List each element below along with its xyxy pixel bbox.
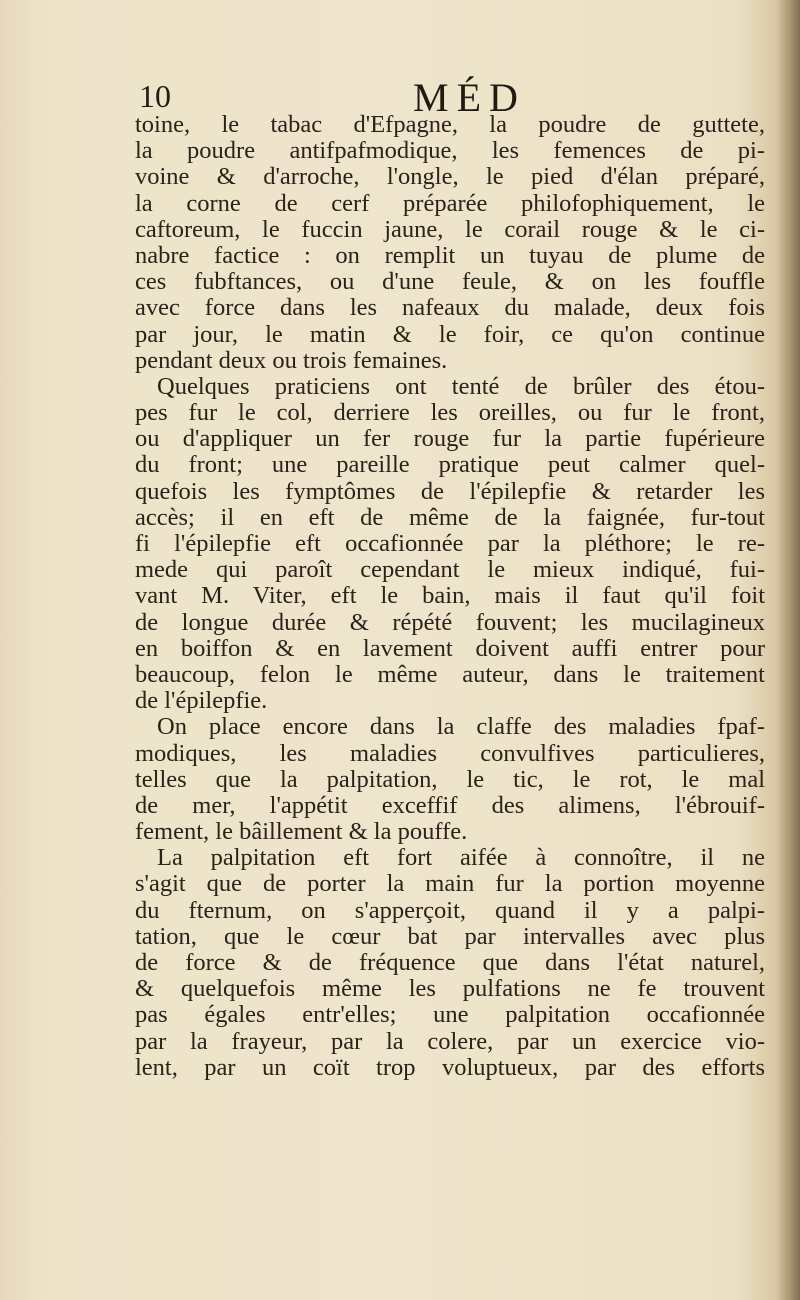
text-line: ou d'appliquer un fer rouge fur la partie fupérieure (135, 425, 765, 453)
text-line: pendant deux ou trois femaines. (135, 346, 448, 374)
text-line: pes fur le col, derriere les oreilles, ou fur le front, (135, 399, 765, 427)
text-line: voine & d'arroche, l'ongle, le pied d'élan préparé, (135, 163, 765, 191)
spine-shadow (776, 0, 800, 1300)
text-line: toine, le tabac d'Efpagne, la poudre de guttete, (135, 111, 765, 138)
text-line: beaucoup, felon le même auteur, dans le traitement (135, 660, 765, 688)
text-line: pas égales entr'elles; une palpitation occafionnée (135, 1001, 765, 1029)
text-line: caftoreum, le fuccin jaune, le corail rouge & le ci- (135, 215, 765, 243)
text-line: vant M. Viter, eft le bain, mais il faut qu'il foit (135, 582, 765, 610)
text-line: telles que la palpitation, le tic, le rot, le mal (135, 765, 765, 793)
text-line: en boiffon & en lavement doivent auffi entrer pour (135, 634, 765, 662)
text-line: accès; il en eft de même de la faignée, fur-tout (135, 503, 765, 531)
text-line: du fternum, on s'apperçoit, quand il y a palpi- (135, 896, 765, 924)
text-line: s'agit que de porter la main fur la portion moyenne (135, 870, 765, 898)
body-text (135, 112, 765, 1081)
text-line: nabre factice : on remplit un tuyau de plume de (135, 241, 765, 269)
text-line: par jour, le matin & le foir, ce qu'on continue (135, 320, 765, 348)
text-line: de mer, l'appétit exceffif des alimens, l'ébrouif- (135, 791, 765, 819)
text-line: la corne de cerf préparée philofophiquement, le (135, 189, 765, 217)
text-line: par la frayeur, par la colere, par un exercice vio- (135, 1027, 765, 1055)
text-line: On place encore dans la claffe des maladies fpaf- (157, 713, 765, 741)
page-number: 10 (139, 78, 171, 114)
text-line: fement, le bâillement & la pouffe. (135, 818, 468, 846)
text-line: ces fubftances, ou d'une feule, & on les fouffle (135, 268, 765, 296)
text-line: du front; une pareille pratique peut calmer quel- (135, 451, 765, 479)
text-line: & quelquefois même les pulfations ne fe trouvent (135, 975, 765, 1003)
text-line: de l'épilepfie. (135, 687, 268, 715)
text-line: La palpitation eft fort aifée à connoître, il ne (157, 844, 765, 872)
text-line: de force & de fréquence que dans l'état naturel, (135, 949, 765, 976)
text-line: de longue durée & répété fouvent; les mucilagineux (135, 608, 765, 636)
text-line: lent, par un coït trop voluptueux, par des efforts (135, 1053, 765, 1081)
text-line: avec force dans les nafeaux du malade, deux fois (135, 294, 765, 322)
text-line: fi l'épilepfie eft occafionnée par la pléthore; le re- (135, 530, 765, 557)
text-line: tation, que le cœur bat par intervalles avec plus (135, 922, 765, 950)
text-line: mede qui paroît cependant le mieux indiqué, fui- (135, 556, 765, 584)
text-line: Quelques praticiens ont tenté de brûler des étou- (157, 372, 765, 400)
running-head: MÉD (413, 75, 526, 120)
page-header (135, 74, 765, 120)
text-line: modiques, les maladies convulfives particulieres, (135, 739, 765, 767)
text-line: la poudre antifpafmodique, les femences de pi- (135, 137, 765, 165)
text-line: quefois les fymptômes de l'épilepfie & retarder les (135, 477, 765, 505)
